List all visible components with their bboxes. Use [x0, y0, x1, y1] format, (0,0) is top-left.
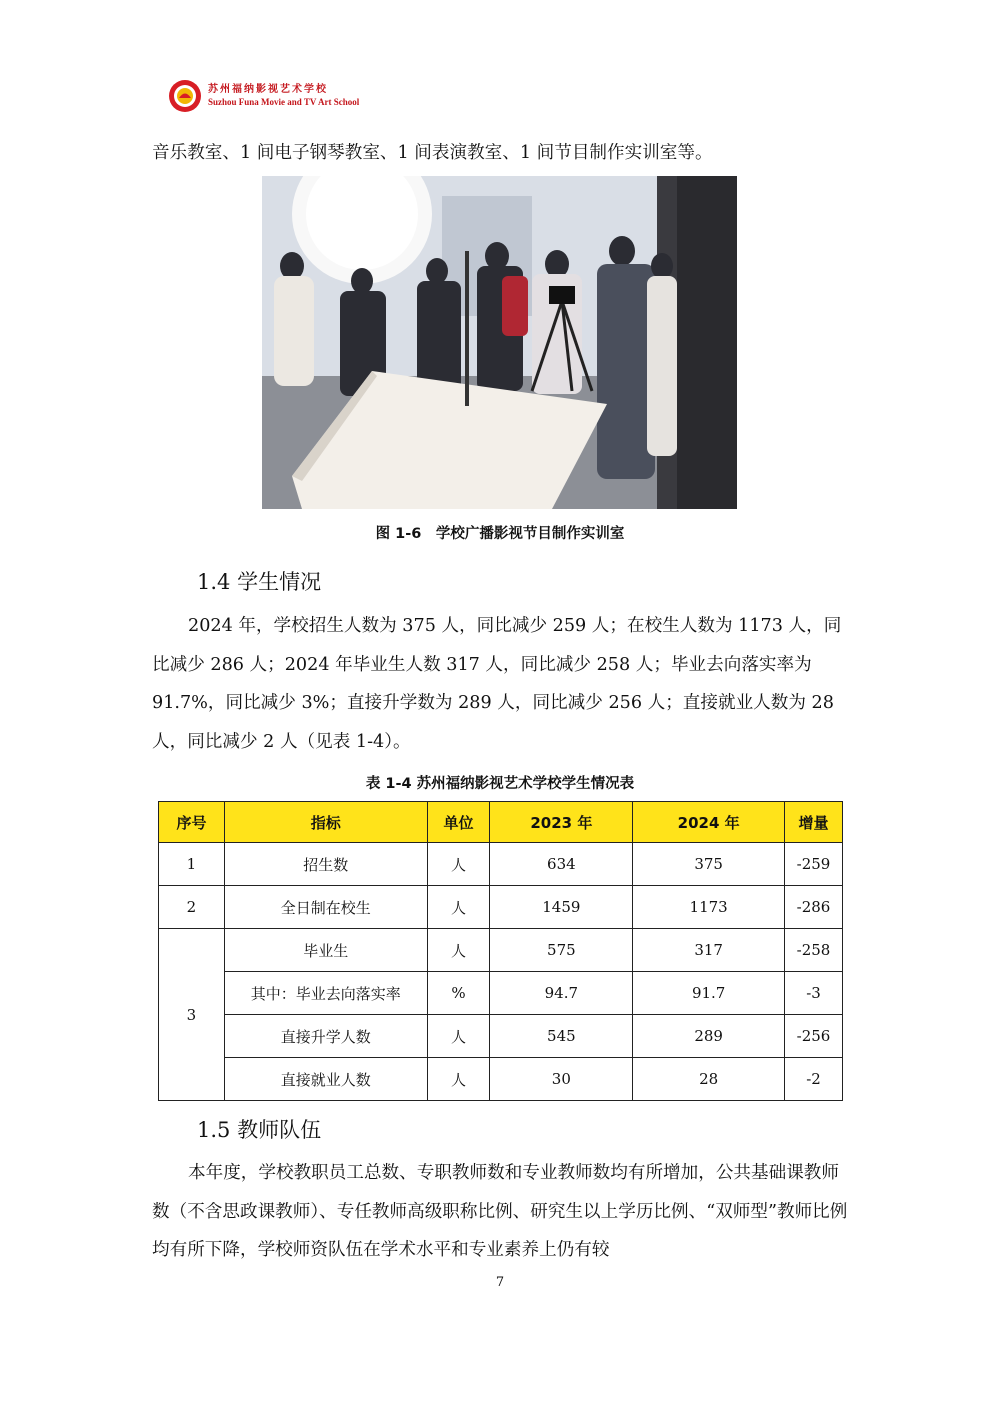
delta-cell: -3 [785, 972, 843, 1015]
table-row [159, 886, 843, 929]
column-header: 单位 [427, 802, 490, 843]
table-row [159, 1058, 843, 1101]
value-2024-cell: 289 [633, 1015, 785, 1058]
section-heading-teacher: 1.5 教师队伍 [197, 1118, 322, 1142]
delta-cell: -256 [785, 1015, 843, 1058]
column-header: 序号 [159, 802, 225, 843]
delta-cell: -259 [785, 843, 843, 886]
row-number: 3 [159, 929, 225, 1101]
table-row [159, 1015, 843, 1058]
value-2024-cell: 317 [633, 929, 785, 972]
section-heading-student: 1.4 学生情况 [197, 570, 322, 594]
column-header: 2024 年 [633, 802, 785, 843]
unit-cell: 人 [427, 843, 490, 886]
table-header-row [159, 802, 843, 843]
teacher-paragraph: 本年度，学校教职员工总数、专职教师数和专业教师数均有所增加，公共基础课教师数（不含思政课教师）、专任教师高级职称比例、研究生以上学历比例、“双师型”教师比例均有所下降，学校师资队伍在学术水平和专业素养上仍有较 [152, 1163, 848, 1260]
table-row [159, 929, 843, 972]
unit-cell: 人 [427, 929, 490, 972]
row-number: 2 [159, 886, 225, 929]
page-number: 7 [495, 1275, 505, 1290]
student-paragraph: 2024 年，学校招生人数为 375 人，同比减少 259 人；在校生人数为 1173 人，同比减少 286 人；2024 年毕业生人数 317 人，同比减少 258 人；毕业去向落实率为 91.7%，同比减少 3%；直接升学数为 289 人，同比减少 256 人；直接就业人数为 28 人，同比减少 2 人（见表 1-4）。 [152, 616, 842, 752]
delta-cell: -286 [785, 886, 843, 929]
unit-cell: 人 [427, 1015, 490, 1058]
studio-photo [262, 176, 737, 509]
delta-cell: -2 [785, 1058, 843, 1101]
unit-cell: % [427, 972, 490, 1015]
unit-cell: 人 [427, 886, 490, 929]
value-2024-cell: 91.7 [633, 972, 785, 1015]
value-2024-cell: 1173 [633, 886, 785, 929]
value-2023-cell: 575 [490, 929, 633, 972]
indicator-cell: 毕业生 [224, 929, 427, 972]
intro-text: 音乐教室、1 间电子钢琴教室、1 间表演教室、1 间节目制作实训室等。 [152, 143, 713, 163]
value-2023-cell: 94.7 [490, 972, 633, 1015]
value-2024-cell: 28 [633, 1058, 785, 1101]
school-name-cn: 苏州福纳影视艺术学校 [208, 84, 328, 95]
table-caption: 表 1-4 苏州福纳影视艺术学校学生情况表 [365, 776, 635, 792]
figure-caption: 图 1-6 学校广播影视节目制作实训室 [375, 526, 625, 542]
table-row [159, 972, 843, 1015]
page-header [168, 78, 359, 114]
value-2023-cell: 1459 [490, 886, 633, 929]
school-name-en: Suzhou Funa Movie and TV Art School [208, 97, 360, 107]
student-stats-table [158, 801, 843, 1101]
value-2023-cell: 30 [490, 1058, 633, 1101]
column-header: 增量 [785, 802, 843, 843]
column-header: 指标 [224, 802, 427, 843]
value-2023-cell: 634 [490, 843, 633, 886]
indicator-cell: 招生数 [224, 843, 427, 886]
indicator-cell: 全日制在校生 [224, 886, 427, 929]
school-logo-icon [168, 79, 202, 113]
value-2024-cell: 375 [633, 843, 785, 886]
delta-cell: -258 [785, 929, 843, 972]
indicator-cell: 直接就业人数 [224, 1058, 427, 1101]
value-2023-cell: 545 [490, 1015, 633, 1058]
table-row [159, 843, 843, 886]
column-header: 2023 年 [490, 802, 633, 843]
indicator-cell: 其中：毕业去向落实率 [224, 972, 427, 1015]
indicator-cell: 直接升学人数 [224, 1015, 427, 1058]
unit-cell: 人 [427, 1058, 490, 1101]
row-number: 1 [159, 843, 225, 886]
